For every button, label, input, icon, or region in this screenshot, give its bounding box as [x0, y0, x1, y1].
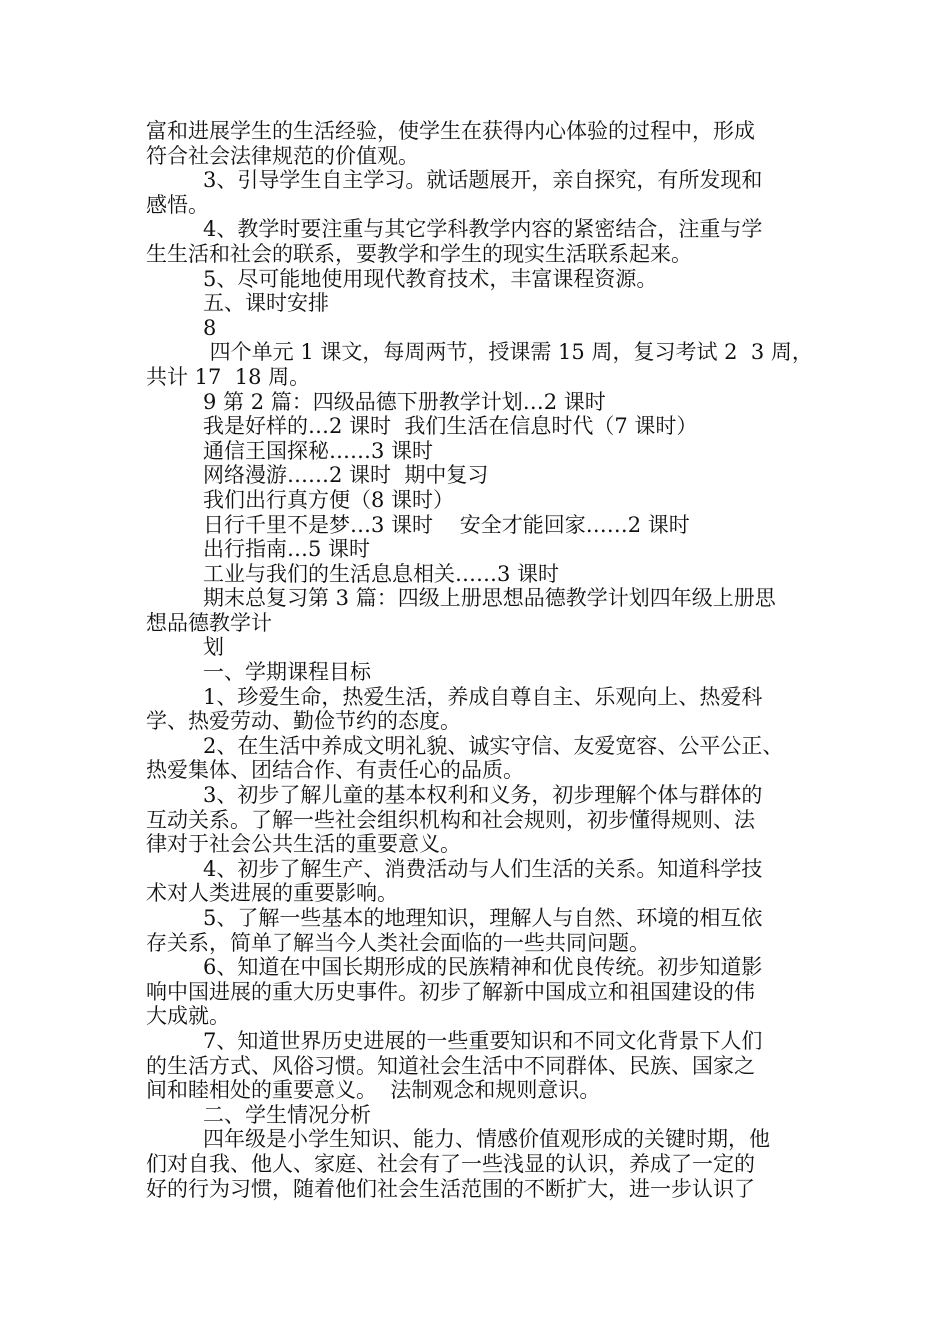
text-line: 热爱集体、团结合作、有责任心的品质。: [146, 758, 524, 783]
text-line: 日行千里不是梦…3 课时 安全才能回家……2 课时: [203, 512, 690, 537]
text-line: 我们出行真方便（8 课时）: [203, 487, 455, 512]
document-body: [146, 119, 826, 1201]
text-line: 网络漫游……2 课时 期中复习: [203, 463, 489, 488]
text-line: 我是好样的…2 课时 我们生活在信息时代（7 课时）: [203, 414, 698, 439]
text-line: 生生活和社会的联系，要教学和学生的现实生活联系起来。: [146, 241, 692, 266]
text-line: 符合社会法律规范的价值观。: [146, 143, 419, 168]
text-line: 们对自我、他人、家庭、社会有了一些浅显的认识，养成了一定的: [146, 1151, 755, 1176]
text-line: 律对于社会公共生活的重要意义。: [146, 832, 461, 857]
text-line: 富和进展学生的生活经验，使学生在获得内心体验的过程中，形成: [146, 119, 755, 143]
text-line: 术对人类进展的重要影响。: [146, 881, 398, 906]
text-line: 3、初步了解儿童的基本权利和义务，初步理解个体与群体的: [203, 783, 763, 808]
text-line: 想品德教学计: [146, 610, 272, 635]
text-line: 互动关系。了解一些社会组织机构和社会规则，初步懂得规则、法: [146, 807, 755, 832]
text-line: 二、学生情况分析: [203, 1102, 371, 1127]
text-line: 4、教学时要注重与其它学科教学内容的紧密结合，注重与学: [203, 217, 763, 242]
text-line: 划: [203, 635, 224, 660]
text-line: 期末总复习第 3 篇：四级上册思想品德教学计划四年级上册思: [203, 586, 776, 611]
text-line: 的生活方式、风俗习惯。知道社会生活中不同群体、民族、国家之: [146, 1053, 755, 1078]
text-line: 四个单元 1 课文，每周两节，授课需 15 周，复习考试 2 3 周，: [203, 340, 813, 365]
text-line: 好的行为习惯，随着他们社会生活范围的不断扩大，进一步认识了: [146, 1176, 755, 1201]
text-line: 通信王国探秘……3 课时: [203, 438, 434, 463]
text-line: 存关系，简单了解当今人类社会面临的一些共同问题。: [146, 930, 650, 955]
text-line: 响中国进展的重大历史事件。初步了解新中国成立和祖国建设的伟: [146, 979, 755, 1004]
text-line: 学、热爱劳动、勤俭节约的态度。: [146, 709, 461, 734]
text-line: 5、尽可能地使用现代教育技术，丰富课程资源。: [203, 266, 658, 291]
text-line: 6、知道在中国长期形成的民族精神和优良传统。初步知道影: [203, 955, 763, 980]
text-line: 1、珍爱生命，热爱生活，养成自尊自主、乐观向上、热爱科: [203, 684, 763, 709]
text-line: 大成就。: [146, 1004, 230, 1029]
text-line: 5、了解一些基本的地理知识，理解人与自然、环境的相互依: [203, 906, 763, 930]
text-line: 感悟。: [146, 192, 209, 217]
text-line: 3、引导学生自主学习。就话题展开，亲自探究，有所发现和: [203, 168, 763, 193]
text-line: 4、初步了解生产、消费活动与人们生活的关系。知道科学技: [203, 856, 763, 881]
text-line: 间和睦相处的重要意义。 法制观念和规则意识。: [146, 1078, 601, 1103]
text-line: 五、课时安排: [203, 291, 329, 316]
text-line: 8: [203, 315, 217, 340]
text-line: 一、学期课程目标: [203, 660, 371, 685]
text-line: 9 第 2 篇：四级品德下册教学计划…2 课时: [203, 389, 606, 414]
text-line: 出行指南…5 课时: [203, 537, 371, 562]
text-line: 7、知道世界历史进展的一些重要知识和不同文化背景下人们: [203, 1028, 763, 1053]
text-line: 工业与我们的生活息息相关……3 课时: [203, 561, 560, 586]
text-line: 共计 17 18 周。: [146, 364, 311, 389]
text-line: 四年级是小学生知识、能力、情感价值观形成的关键时期，他: [203, 1127, 770, 1152]
text-line: 2、在生活中养成文明礼貌、诚实守信、友爱宽容、公平公正、: [203, 733, 784, 758]
